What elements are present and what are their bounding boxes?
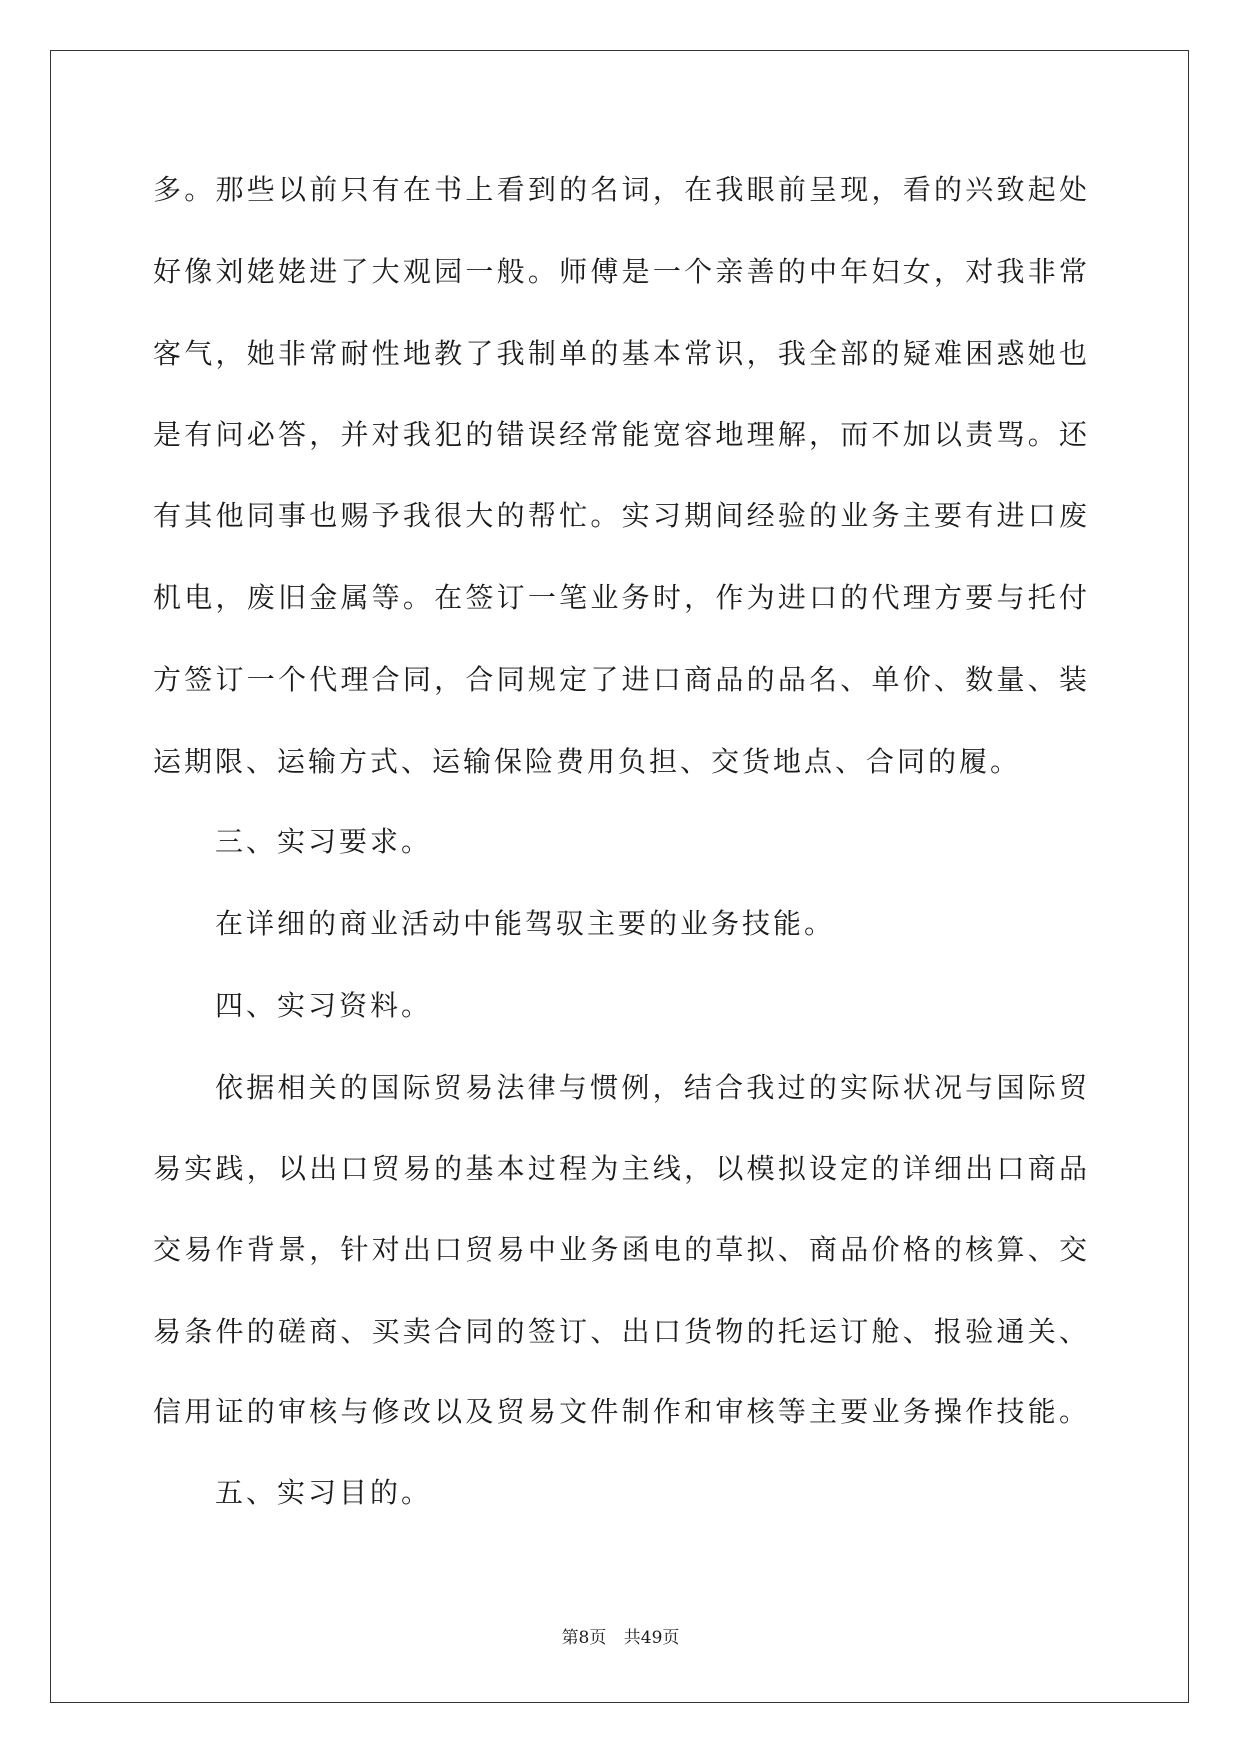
text-line: 方签订一个代理合同，合同规定了进口商品的品名、单价、数量、装 <box>153 663 1087 696</box>
text-line: 易实践，以出口贸易的基本过程为主线，以模拟设定的详细出口商品 <box>153 1152 1087 1185</box>
section-heading: 五、实习目的。 <box>215 1476 433 1509</box>
text-line: 多。那些以前只有在书上看到的名词，在我眼前呈现，看的兴致起处 <box>153 173 1087 206</box>
page-border <box>50 50 1189 1703</box>
page-number: 第8页 <box>561 1628 607 1648</box>
section-heading: 三、实习要求。 <box>215 825 433 858</box>
text-line: 依据相关的国际贸易法律与惯例，结合我过的实际状况与国际贸 <box>215 1071 1087 1104</box>
page-footer <box>0 1626 1241 1650</box>
text-line: 机电，废旧金属等。在签订一笔业务时，作为进口的代理方要与托付 <box>153 581 1087 614</box>
text-line: 运期限、运输方式、运输保险费用负担、交货地点、合同的履。 <box>153 745 1022 778</box>
text-line: 客气，她非常耐性地教了我制单的基本常识，我全部的疑难困惑她也 <box>153 337 1087 370</box>
page-total: 共49页 <box>623 1628 680 1648</box>
text-line: 好像刘姥姥进了大观园一般。师傅是一个亲善的中年妇女，对我非常 <box>153 255 1087 288</box>
text-line: 易条件的磋商、买卖合同的签订、出口货物的托运订舱、报验通关、 <box>153 1315 1087 1348</box>
text-line: 交易作背景，针对出口贸易中业务函电的草拟、商品价格的核算、交 <box>153 1233 1087 1266</box>
text-line: 有其他同事也赐予我很大的帮忙。实习期间经验的业务主要有进口废 <box>153 499 1087 532</box>
text-line: 是有问必答，并对我犯的错误经常能宽容地理解，而不加以责骂。还 <box>153 418 1087 451</box>
text-line: 在详细的商业活动中能驾驭主要的业务技能。 <box>215 907 836 940</box>
text-line: 信用证的审核与修改以及贸易文件制作和审核等主要业务操作技能。 <box>153 1395 1087 1428</box>
section-heading: 四、实习资料。 <box>215 989 433 1022</box>
